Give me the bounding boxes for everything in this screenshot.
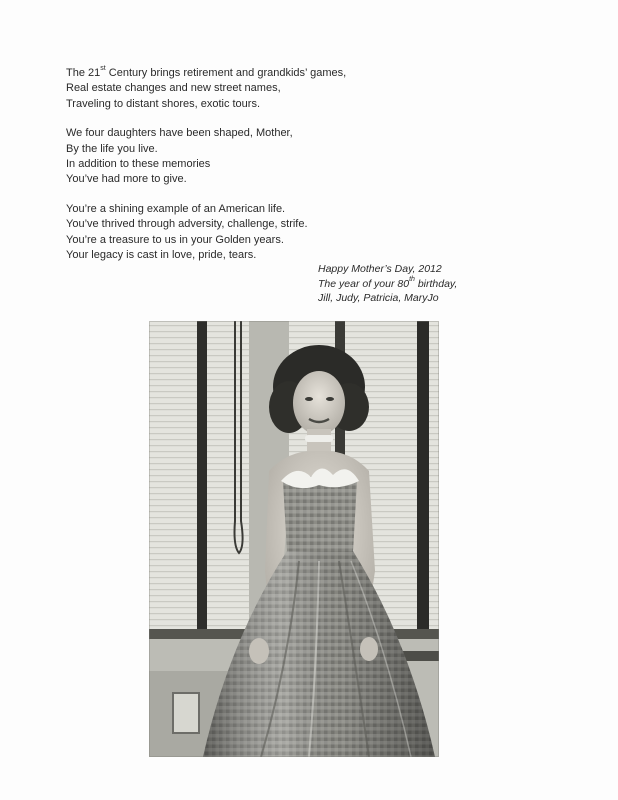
poem-line: You’re a shining example of an American life.	[66, 202, 286, 215]
poem-line: Your legacy is cast in love, pride, tears.	[66, 249, 257, 262]
photo-illustration	[149, 321, 439, 757]
dedication-birthday: The year of your 80th birthday,	[318, 276, 458, 290]
poem-line: In addition to these memories	[66, 158, 211, 171]
dedication-greeting: Happy Mother’s Day, 2012	[318, 263, 442, 275]
poem-stanza-1	[66, 66, 546, 112]
poem-line: You’ve had more to give.	[66, 173, 187, 186]
poem-line: You’re a treasure to us in your Golden years.	[66, 233, 284, 246]
dedication	[318, 262, 457, 306]
poem-line: The 21st Century brings retirement and grandkids’ games,	[66, 65, 347, 79]
poem-line: We four daughters have been shaped, Mother,	[66, 127, 293, 140]
poem-line: Real estate changes and new street names,	[66, 82, 281, 95]
vintage-photograph	[149, 321, 439, 757]
poem-stanza-2	[66, 126, 546, 188]
poem-line: You’ve thrived through adversity, challenge, strife.	[66, 218, 308, 231]
poem	[66, 66, 546, 277]
poem-stanza-3	[66, 202, 546, 264]
dedication-signatures: Jill, Judy, Patricia, MaryJo	[318, 292, 439, 304]
poem-line: By the life you live.	[66, 142, 158, 155]
poem-line: Traveling to distant shores, exotic tours.	[66, 97, 261, 110]
